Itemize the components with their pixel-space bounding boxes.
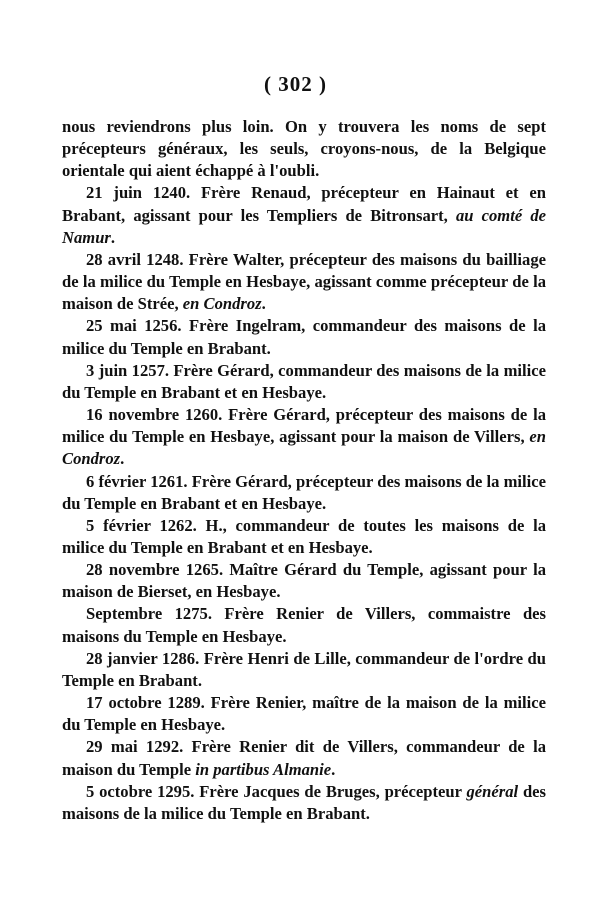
paragraph [62, 692, 546, 736]
text-run: 16 novembre 1260. Frère Gérard, précepteur des maisons de la milice du Temple en Hesbaye, agissant pour la maison de Villers, [62, 405, 546, 447]
text-run: . [261, 294, 266, 314]
page-number: ( 302 ) [264, 72, 327, 96]
text-run: des maisons de la milice du Temple en Brabant. [62, 781, 546, 823]
paragraph [62, 116, 546, 182]
paragraph [62, 736, 546, 780]
text-run: 5 octobre 1295. Frère Jacques de Bruges, précepteur [86, 781, 467, 801]
text-run: Septembre 1275. Frère Renier de Villers, commaistre des maisons du Temple en Hesbaye. [62, 604, 546, 646]
text-run: 5 février 1262. H., commandeur de toutes les maisons de la milice du Temple en Brabant et en Hesbaye. [62, 515, 546, 557]
italic-text: en Condroz [62, 427, 546, 469]
paragraph [62, 471, 546, 515]
text-run: 3 juin 1257. Frère Gérard, commandeur des maisons de la milice du Temple en Brabant et en Hesbaye. [62, 360, 546, 402]
text-run: 25 mai 1256. Frère Ingelram, commandeur des maisons de la milice du Temple en Brabant. [62, 316, 546, 358]
text-run: 28 janvier 1286. Frère Henri de Lille, commandeur de l'ordre du Temple en Brabant. [62, 648, 546, 690]
italic-text: général [466, 781, 519, 801]
text-run: 6 février 1261. Frère Gérard, précepteur des maisons de la milice du Temple en Brabant et en Hesbaye. [62, 471, 546, 513]
text-run: nous reviendrons plus loin. On y trouvera les noms de sept précepteurs généraux, les seuls, croyons-nous, de la Belgique orientale qui aient échappé à l'oubli. [62, 117, 546, 181]
paragraph [62, 315, 546, 359]
paragraph [62, 515, 546, 559]
text-run: 21 juin 1240. Frère Renaud, précepteur en Hainaut et en Brabant, agissant pour les Templiers de Bitronsart, [62, 183, 546, 225]
text-run: . [120, 449, 125, 469]
paragraph [62, 182, 546, 248]
paragraph [62, 249, 546, 315]
paragraph [62, 648, 546, 692]
paragraph [62, 781, 546, 825]
text-run: 28 novembre 1265. Maître Gérard du Temple, agissant pour la maison de Bierset, en Hesbaye. [62, 560, 546, 602]
italic-text: au comté de Namur [62, 205, 547, 247]
paragraph [62, 360, 546, 404]
text-run: 17 octobre 1289. Frère Renier, maître de la maison de la milice du Temple en Hesbaye. [62, 693, 546, 735]
text-run: . [331, 759, 336, 779]
italic-text: en Condroz [182, 294, 262, 314]
italic-text: in partibus Almanie [195, 759, 332, 779]
page-body-text [62, 116, 546, 825]
paragraph [62, 559, 546, 603]
text-run: 28 avril 1248. Frère Walter, précepteur des maisons du bailliage de la milice du Temple en Hesbaye, agissant comme précepteur de la maison de Strée, [62, 249, 546, 314]
paragraph [62, 603, 546, 647]
text-run: 29 mai 1292. Frère Renier dit de Villers, commandeur de la maison du Temple [62, 737, 546, 779]
paragraph [62, 404, 546, 470]
text-run: . [110, 227, 116, 247]
